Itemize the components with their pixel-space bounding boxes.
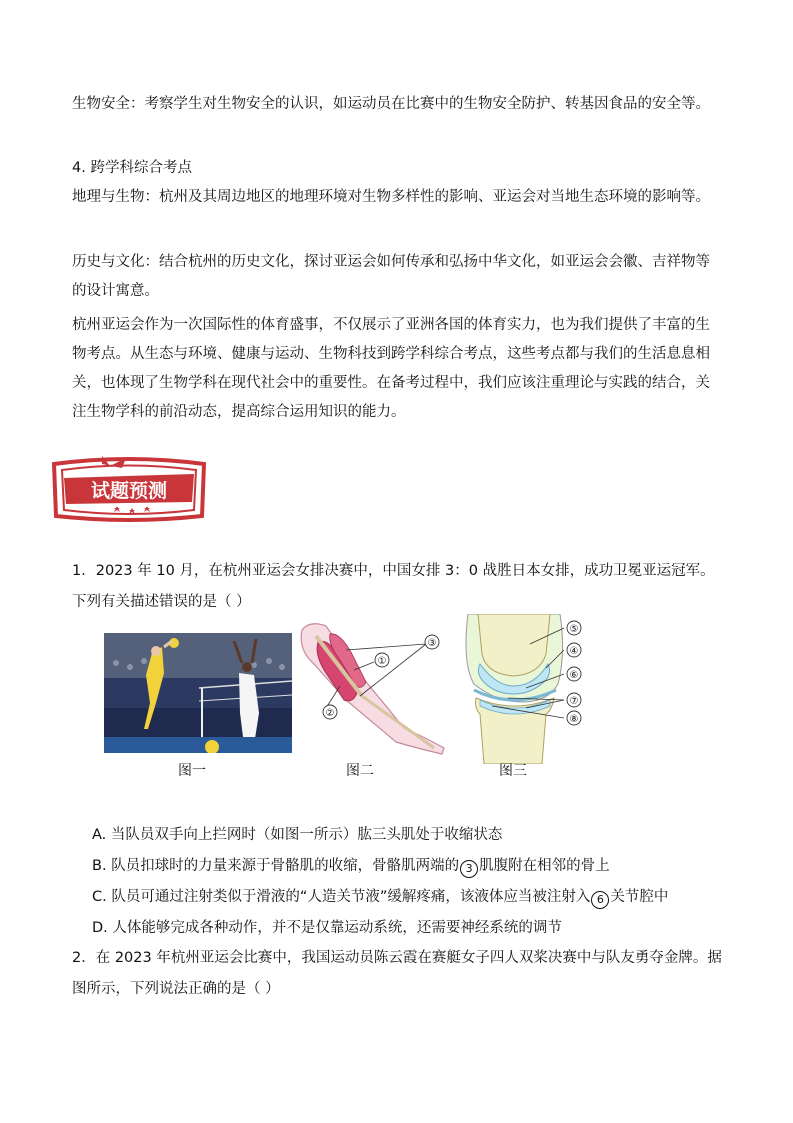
option-b	[92, 855, 732, 878]
option-b-circled-number: 3	[460, 860, 478, 878]
paragraph-geography: 地理与生物：杭州及其周边地区的地理环境对生物多样性的影响、亚运会对当地生态环境的影响等。	[72, 189, 710, 205]
option-c-text-before: C. 队员可通过注射类似于滑液的“人造关节液”缓解疼痛，该液体应当被注射入	[92, 889, 591, 905]
fig3-label-8: ⑧	[569, 714, 579, 725]
question-1-stem: 1．2023 年 10 月，在杭州亚运会女排决赛中，中国女排 3：0 战胜日本女排，成功卫冕亚运冠军。下列有关描述错误的是（ ）	[72, 563, 715, 610]
banner-stamp-graphic	[44, 450, 214, 528]
volleyball-photo-graphic	[104, 633, 292, 753]
option-c	[92, 886, 732, 909]
section-banner	[44, 450, 214, 528]
option-c-circled-number: 6	[591, 891, 609, 909]
heading-interdisciplinary: 4. 跨学科综合考点	[72, 160, 192, 176]
option-c-text-after: 关节腔中	[610, 889, 669, 905]
fig2-label-1: ①	[377, 656, 387, 667]
paragraph-biosafety: 生物安全：考察学生对生物安全的认识，如运动员在比赛中的生物安全防护、转基因食品的安全等。	[72, 96, 710, 112]
option-d: D. 人体能够完成各种动作，并不是仅靠运动系统，还需要神经系统的调节	[92, 920, 562, 936]
paragraph-summary: 杭州亚运会作为一次国际性的体育盛事，不仅展示了亚洲各国的体育实力，也为我们提供了丰富的生物考点。从生态与环境、健康与运动、生物科技到跨学科综合考点，这些考点都与我们的生活息息相关，也体现了生物学科在现代社会中的重要性。在备考过程中，我们应该注重理论与实践的结合，关注生物学科的前沿动态，提高综合运用知识的能力。	[72, 317, 710, 420]
option-a: A. 当队员双手向上拦网时（如图一所示）肱三头肌处于收缩状态	[92, 827, 503, 843]
fig3-label-4: ④	[569, 646, 579, 657]
figure-3-joint-diagram	[456, 614, 592, 764]
fig3-label-6: ⑥	[569, 670, 579, 681]
figure-2-caption: 图二	[346, 763, 374, 779]
figure-1-caption: 图一	[178, 763, 206, 779]
figure-1-volleyball-photo	[104, 633, 292, 753]
option-b-text-after: 肌腹附在相邻的骨上	[479, 858, 610, 874]
fig3-label-5: ⑤	[569, 624, 579, 635]
figure-2-arm-diagram	[296, 620, 448, 760]
fig2-label-3: ③	[427, 638, 437, 649]
banner-title: 试题预测	[90, 480, 168, 502]
paragraph-history: 历史与文化：结合杭州的历史文化，探讨亚运会如何传承和弘扬中华文化，如亚运会会徽、吉祥物等的设计寓意。	[72, 254, 710, 299]
arm-diagram-graphic	[296, 620, 448, 760]
question-2-stem: 2．在 2023 年杭州亚运会比赛中，我国运动员陈云霞在赛艇女子四人双桨决赛中与队友勇夺金牌。据图所示，下列说法正确的是（ ）	[72, 950, 722, 997]
fig2-label-2: ②	[325, 708, 335, 719]
figure-3-caption: 图三	[499, 763, 527, 779]
joint-diagram-graphic	[456, 614, 592, 764]
option-b-text-before: B. 队员扣球时的力量来源于骨骼肌的收缩，骨骼肌两端的	[92, 858, 460, 874]
fig3-label-7: ⑦	[569, 696, 579, 707]
